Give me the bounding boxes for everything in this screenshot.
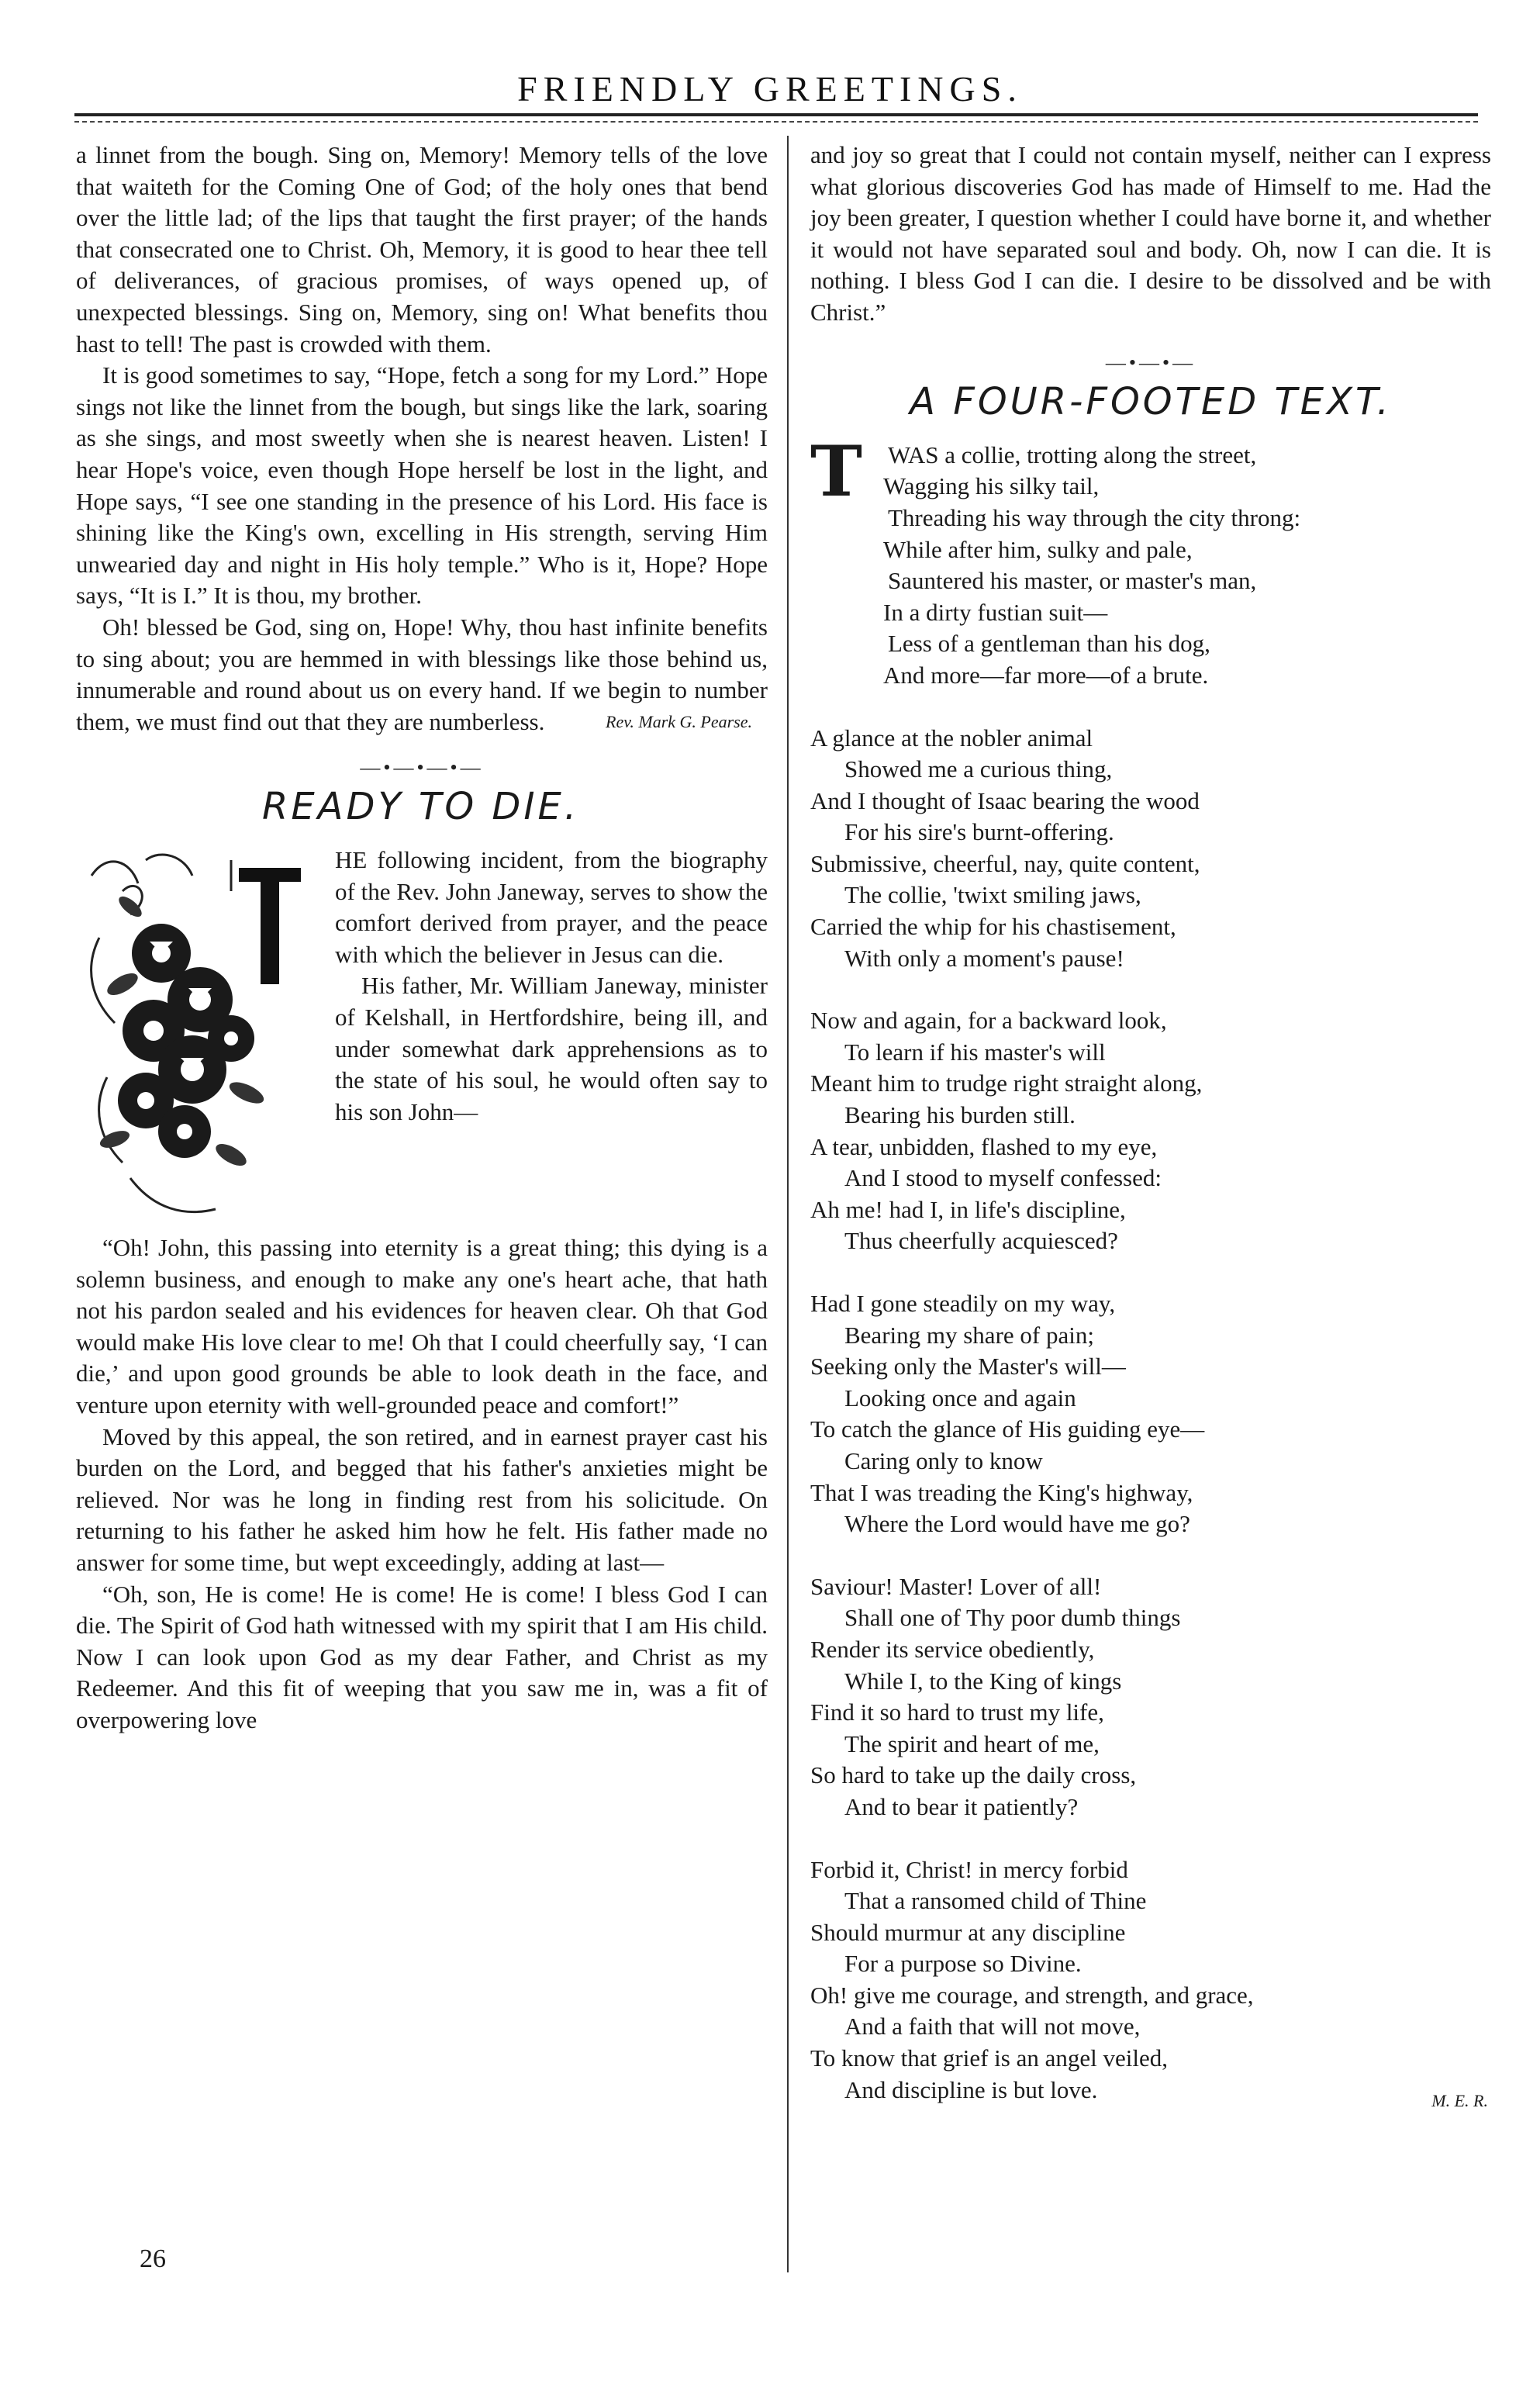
- floral-ornament-icon: [76, 845, 324, 1232]
- poem-line: To learn if his master's will: [844, 1038, 1106, 1066]
- poem-line: And to bear it patiently?: [844, 1792, 1079, 1820]
- poem-line: A tear, unbidden, flashed to my eye,: [810, 1132, 1158, 1160]
- poem-line: Should murmur at any discipline: [810, 1918, 1126, 1946]
- intro-paragraph-3: Oh! blessed be God, sing on, Hope! Why, thou hast infinite benefits to sing about; you are hemmed in with blessings like those behind us, innumerable and round about us on every hand. If we begin to number them, we must find out that they are numberless.: [76, 613, 768, 735]
- intro-paragraph-2: It is good sometimes to say, “Hope, fetch a song for my Lord.” Hope sings not like the linnet from the bough, but sings like the lark, soaring as she sings, and most sweetly when she is nearest heaven. Listen! I hear Hope's voice, even though Hope herself be lost in the light, and Hope says, “I see one standing in the presence of his Lord. His face is shining like the King's own, excelling in His strength, serving Him unwearied day and night in His holy temple.” Who is it, Hope? Hope says, “It is I.” It is thou, my brother.: [76, 361, 768, 610]
- poem-stanza: [810, 1005, 1491, 1257]
- ready-opening-text: following incident, from the biography of the Rev. John Janeway, serves to show the comfort derived from prayer, and the peace with which the believer in Jesus can die.: [335, 846, 768, 968]
- poem-line: A glance at the nobler animal: [810, 724, 1093, 752]
- poem-line: The collie, 'twixt smiling jaws,: [844, 881, 1141, 909]
- column-divider: [787, 136, 789, 2272]
- ready-continuation: and joy so great that I could not contain myself, neither can I express what glorious discoveries God has made of Himself to me. Had the joy been greater, I question whether I could have borne it, and whether it would not have separated soul and body. Oh, now I can die. It is nothing. I bless God I can die. I desire to be dissolved and be with Christ.”: [810, 141, 1491, 326]
- poem-line: For his sire's burnt-offering.: [844, 818, 1114, 846]
- poem-line: And I thought of Isaac bearing the wood: [810, 786, 1200, 814]
- poem-line: Had I gone steadily on my way,: [810, 1290, 1116, 1317]
- floral-initial-illustration: [76, 845, 324, 1232]
- poem-line: Caring only to know: [844, 1446, 1043, 1474]
- poem-four-footed-text: [810, 430, 1491, 2106]
- poem-line: Ah me! had I, in life's discipline,: [810, 1195, 1126, 1223]
- article-ready-to-die: [76, 845, 768, 1737]
- poem-drop-cap: T: [810, 430, 862, 513]
- poem-line: Less of a gentleman than his dog,: [888, 630, 1210, 658]
- poem-line: That a ransomed child of Thine: [844, 1887, 1147, 1915]
- poem-stanza: [810, 723, 1491, 975]
- poem-line: And I stood to myself confessed:: [844, 1164, 1162, 1192]
- masthead-title: FRIENDLY GREETINGS.: [517, 69, 1023, 109]
- poem-line: To know that grief is an angel veiled,: [810, 2044, 1168, 2072]
- poem-signature: M. E. R.: [1431, 2091, 1488, 2111]
- intro-paragraph-1: a linnet from the bough. Sing on, Memory! Memory tells of the love that waiteth for the Coming One of God; of the holy ones that bend over the little lad; of the lips that taught the first prayer; of the hands that consecrated one to Christ. Oh, Memory, it is good to hear thee tell of deliverances, of gracious promises, of ways opened up, of unexpected blessings. Sing on, Memory, sing on! What benefits thou hast to tell! The past is crowded with them.: [76, 141, 768, 358]
- poem-line: Bearing his burden still.: [844, 1101, 1076, 1129]
- poem-line: Submissive, cheerful, nay, quite content,: [810, 849, 1200, 877]
- poem-line: Where the Lord would have me go?: [844, 1510, 1190, 1538]
- poem-stanza: [810, 1571, 1491, 1823]
- poem-line: Seeking only the Master's will—: [810, 1353, 1126, 1381]
- ready-opening-smallcaps: HE: [335, 846, 368, 874]
- poem-line: Threading his way through the city throng:: [888, 503, 1301, 531]
- poem-stanza: [810, 1288, 1491, 1540]
- ready-paragraph-2: His father, Mr. William Janeway, minister of Kelshall, in Hertfordshire, being ill, and under somewhat dark apprehensions as to the state of his soul, he would often say to his son John—: [335, 972, 768, 1125]
- masthead-rule-dashed: [74, 121, 1478, 123]
- poem-stanza: [810, 1854, 1491, 2106]
- masthead-rule: [74, 113, 1478, 116]
- poem-line: And more—far more—of a brute.: [883, 661, 1209, 689]
- poem-line: Looking once and again: [844, 1384, 1076, 1412]
- poem-line: Now and again, for a backward look,: [810, 1007, 1167, 1035]
- section-ornament-2: —•—•—: [1105, 351, 1196, 374]
- poem-line: Carried the whip for his chastisement,: [810, 913, 1176, 941]
- poem-line: Saviour! Master! Lover of all!: [810, 1572, 1102, 1600]
- poem-line: Wagging his silky tail,: [883, 472, 1100, 500]
- poem-line: Find it so hard to trust my life,: [810, 1698, 1104, 1726]
- left-column: [76, 140, 768, 1737]
- poem-line: Render its service obediently,: [810, 1635, 1095, 1663]
- poem-line: To catch the glance of His guiding eye—: [810, 1415, 1205, 1443]
- poem-line: Showed me a curious thing,: [844, 755, 1113, 783]
- poem-line: WAS a collie, trotting along the street,: [888, 441, 1257, 468]
- poem-line: Bearing my share of pain;: [844, 1321, 1094, 1349]
- poem-stanza: [810, 430, 1491, 692]
- author-signature: Rev. Mark G. Pearse.: [606, 712, 752, 732]
- poem-line: In a dirty fustian suit—: [883, 598, 1108, 626]
- poem-line: Thus cheerfully acquiesced?: [844, 1227, 1118, 1255]
- poem-line: While after him, sulky and pale,: [883, 535, 1193, 563]
- poem-line: With only a moment's pause!: [844, 944, 1124, 972]
- poem-line: Shall one of Thy poor dumb things: [844, 1604, 1181, 1632]
- poem-line: And a faith that will not move,: [844, 2013, 1141, 2041]
- poem-title: A FOUR-FOOTED TEXT.: [910, 380, 1392, 424]
- page-number: 26: [140, 2244, 166, 2273]
- poem-line: The spirit and heart of me,: [844, 1730, 1100, 1757]
- ready-paragraph-5: “Oh, son, He is come! He is come! He is come! I bless God I can die. The Spirit of God hath witnessed with my spirit that I am His child. Now I can look upon God as my dear Father, and Christ as my Redeemer. And this fit of weeping that you saw me in, was a fit of overpowering love: [76, 1580, 768, 1733]
- poem-line: And discipline is but love.: [844, 2075, 1098, 2103]
- poem-line: So hard to take up the daily cross,: [810, 1761, 1137, 1789]
- ready-paragraph-3: “Oh! John, this passing into eternity is a great thing; this dying is a solemn business, and enough to make any one's heart ache, that hath not his pardon sealed and his evidences for heaven clear. Oh that God would make His love clear to me! Oh that I could cheerfully say, ‘I can die,’ and upon good grounds be able to look death in the face, and venture upon eternity with well-grounded peace and comfort!”: [76, 1234, 768, 1419]
- poem-line: That I was treading the King's highway,: [810, 1478, 1193, 1506]
- ready-paragraph-4: Moved by this appeal, the son retired, and in earnest prayer cast his burden on the Lord, and begged that his father's anxieties might be relieved. Nor was he long in finding rest from his solicitude. On returning to his father he asked him how he felt. His father made no answer for some time, but wept exceedingly, adding at last—: [76, 1422, 768, 1576]
- section-ornament: —•—•—•—: [360, 755, 484, 779]
- poem-line: Meant him to trudge right straight along,: [810, 1070, 1203, 1097]
- poem-line: Forbid it, Christ! in mercy forbid: [810, 1855, 1128, 1883]
- poem-line: While I, to the King of kings: [844, 1667, 1122, 1695]
- article-title-ready-to-die: READY TO DIE.: [262, 785, 580, 829]
- poem-line: Sauntered his master, or master's man,: [888, 567, 1257, 595]
- right-column: [810, 140, 1491, 2117]
- poem-line: Oh! give me courage, and strength, and grace,: [810, 1981, 1254, 2009]
- poem-line: For a purpose so Divine.: [844, 1950, 1082, 1978]
